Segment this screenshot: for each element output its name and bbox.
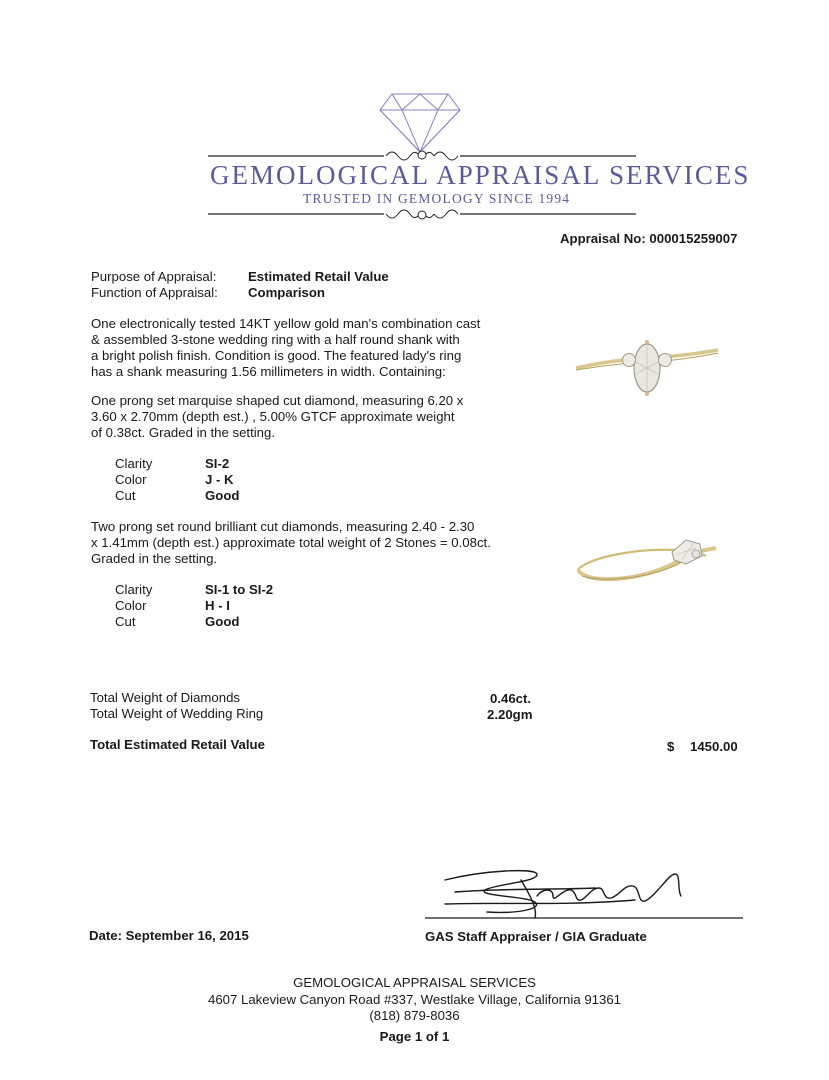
description-line: a bright polish finish. Condition is good. The featured lady's ring [91, 348, 462, 363]
stone1-description [91, 393, 531, 441]
appraisal-number-value: 000015259007 [649, 231, 738, 246]
ring-top-view-image [572, 322, 722, 402]
function-label: Function of Appraisal: [91, 285, 218, 300]
description-line: & assembled 3-stone wedding ring with a half round shank with [91, 332, 460, 347]
grade-label: Cut [115, 614, 136, 629]
logo-bottom-rule [208, 205, 636, 223]
footer-address: 4607 Lakeview Canyon Road #337, Westlake Village, California 91361 [208, 991, 621, 1007]
diamond-logo-icon [378, 92, 462, 154]
grade-label: Clarity [115, 456, 153, 471]
grade-label: Clarity [115, 582, 153, 597]
grade-label: Cut [115, 488, 136, 503]
total-retail-currency: $ [667, 739, 675, 754]
total-retail-label: Total Estimated Retail Value [90, 737, 265, 752]
appraiser-signature [425, 860, 743, 924]
total-ring-value: 2.20gm [487, 707, 533, 722]
total-ring-label: Total Weight of Wedding Ring [90, 706, 264, 721]
stone2-line: Graded in the setting. [91, 551, 218, 566]
appraisal-date: Date: September 16, 2015 [89, 928, 249, 943]
grade-label: Color [115, 598, 147, 613]
footer [0, 975, 829, 1045]
grade-value: Good [205, 614, 240, 629]
company-tagline: TRUSTED IN GEMOLOGY SINCE 1994 [303, 191, 571, 206]
total-diamonds-value: 0.46ct. [490, 691, 532, 706]
purpose-label: Purpose of Appraisal: [91, 269, 217, 284]
ring-side-view-image [568, 530, 728, 590]
stone1-line: 3.60 x 2.70mm (depth est.) , 5.00% GTCF approximate weight [91, 409, 455, 424]
item-description [91, 316, 531, 380]
total-diamonds-label: Total Weight of Diamonds [90, 690, 241, 705]
grade-value: SI-1 to SI-2 [205, 582, 274, 597]
footer-phone: (818) 879-8036 [369, 1008, 460, 1023]
function-value: Comparison [248, 285, 325, 300]
description-line: One electronically tested 14KT yellow gold man's combination cast [91, 316, 481, 331]
stone2-line: Two prong set round brilliant cut diamonds, measuring 2.40 - 2.30 [91, 519, 475, 534]
page-number: Page 1 of 1 [379, 1028, 450, 1044]
stone2-description [91, 519, 561, 567]
company-logo-title: GEMOLOGICAL APPRAISAL SERVICES [210, 160, 751, 190]
stone1-grades [115, 456, 239, 504]
appraisal-number-label: Appraisal No: [560, 231, 646, 246]
grade-value: Good [205, 488, 240, 503]
stone1-line: One prong set marquise shaped cut diamond, measuring 6.20 x [91, 393, 464, 408]
purpose-value: Estimated Retail Value [248, 269, 389, 284]
appraisal-number [560, 231, 737, 247]
grade-label: Color [115, 472, 147, 487]
footer-company: GEMOLOGICAL APPRAISAL SERVICES [293, 975, 536, 990]
stone2-line: x 1.41mm (depth est.) approximate total weight of 2 Stones = 0.08ct. [91, 535, 491, 550]
appraiser-title: GAS Staff Appraiser / GIA Graduate [425, 929, 647, 944]
grade-value: SI-2 [205, 456, 230, 471]
stone1-line: of 0.38ct. Graded in the setting. [91, 425, 276, 440]
grade-value: J - K [205, 472, 234, 487]
total-retail-value: 1450.00 [690, 739, 738, 754]
stone2-grades [115, 582, 273, 630]
description-line: has a shank measuring 1.56 millimeters in width. Containing: [91, 364, 446, 379]
grade-value: H - I [205, 598, 230, 613]
